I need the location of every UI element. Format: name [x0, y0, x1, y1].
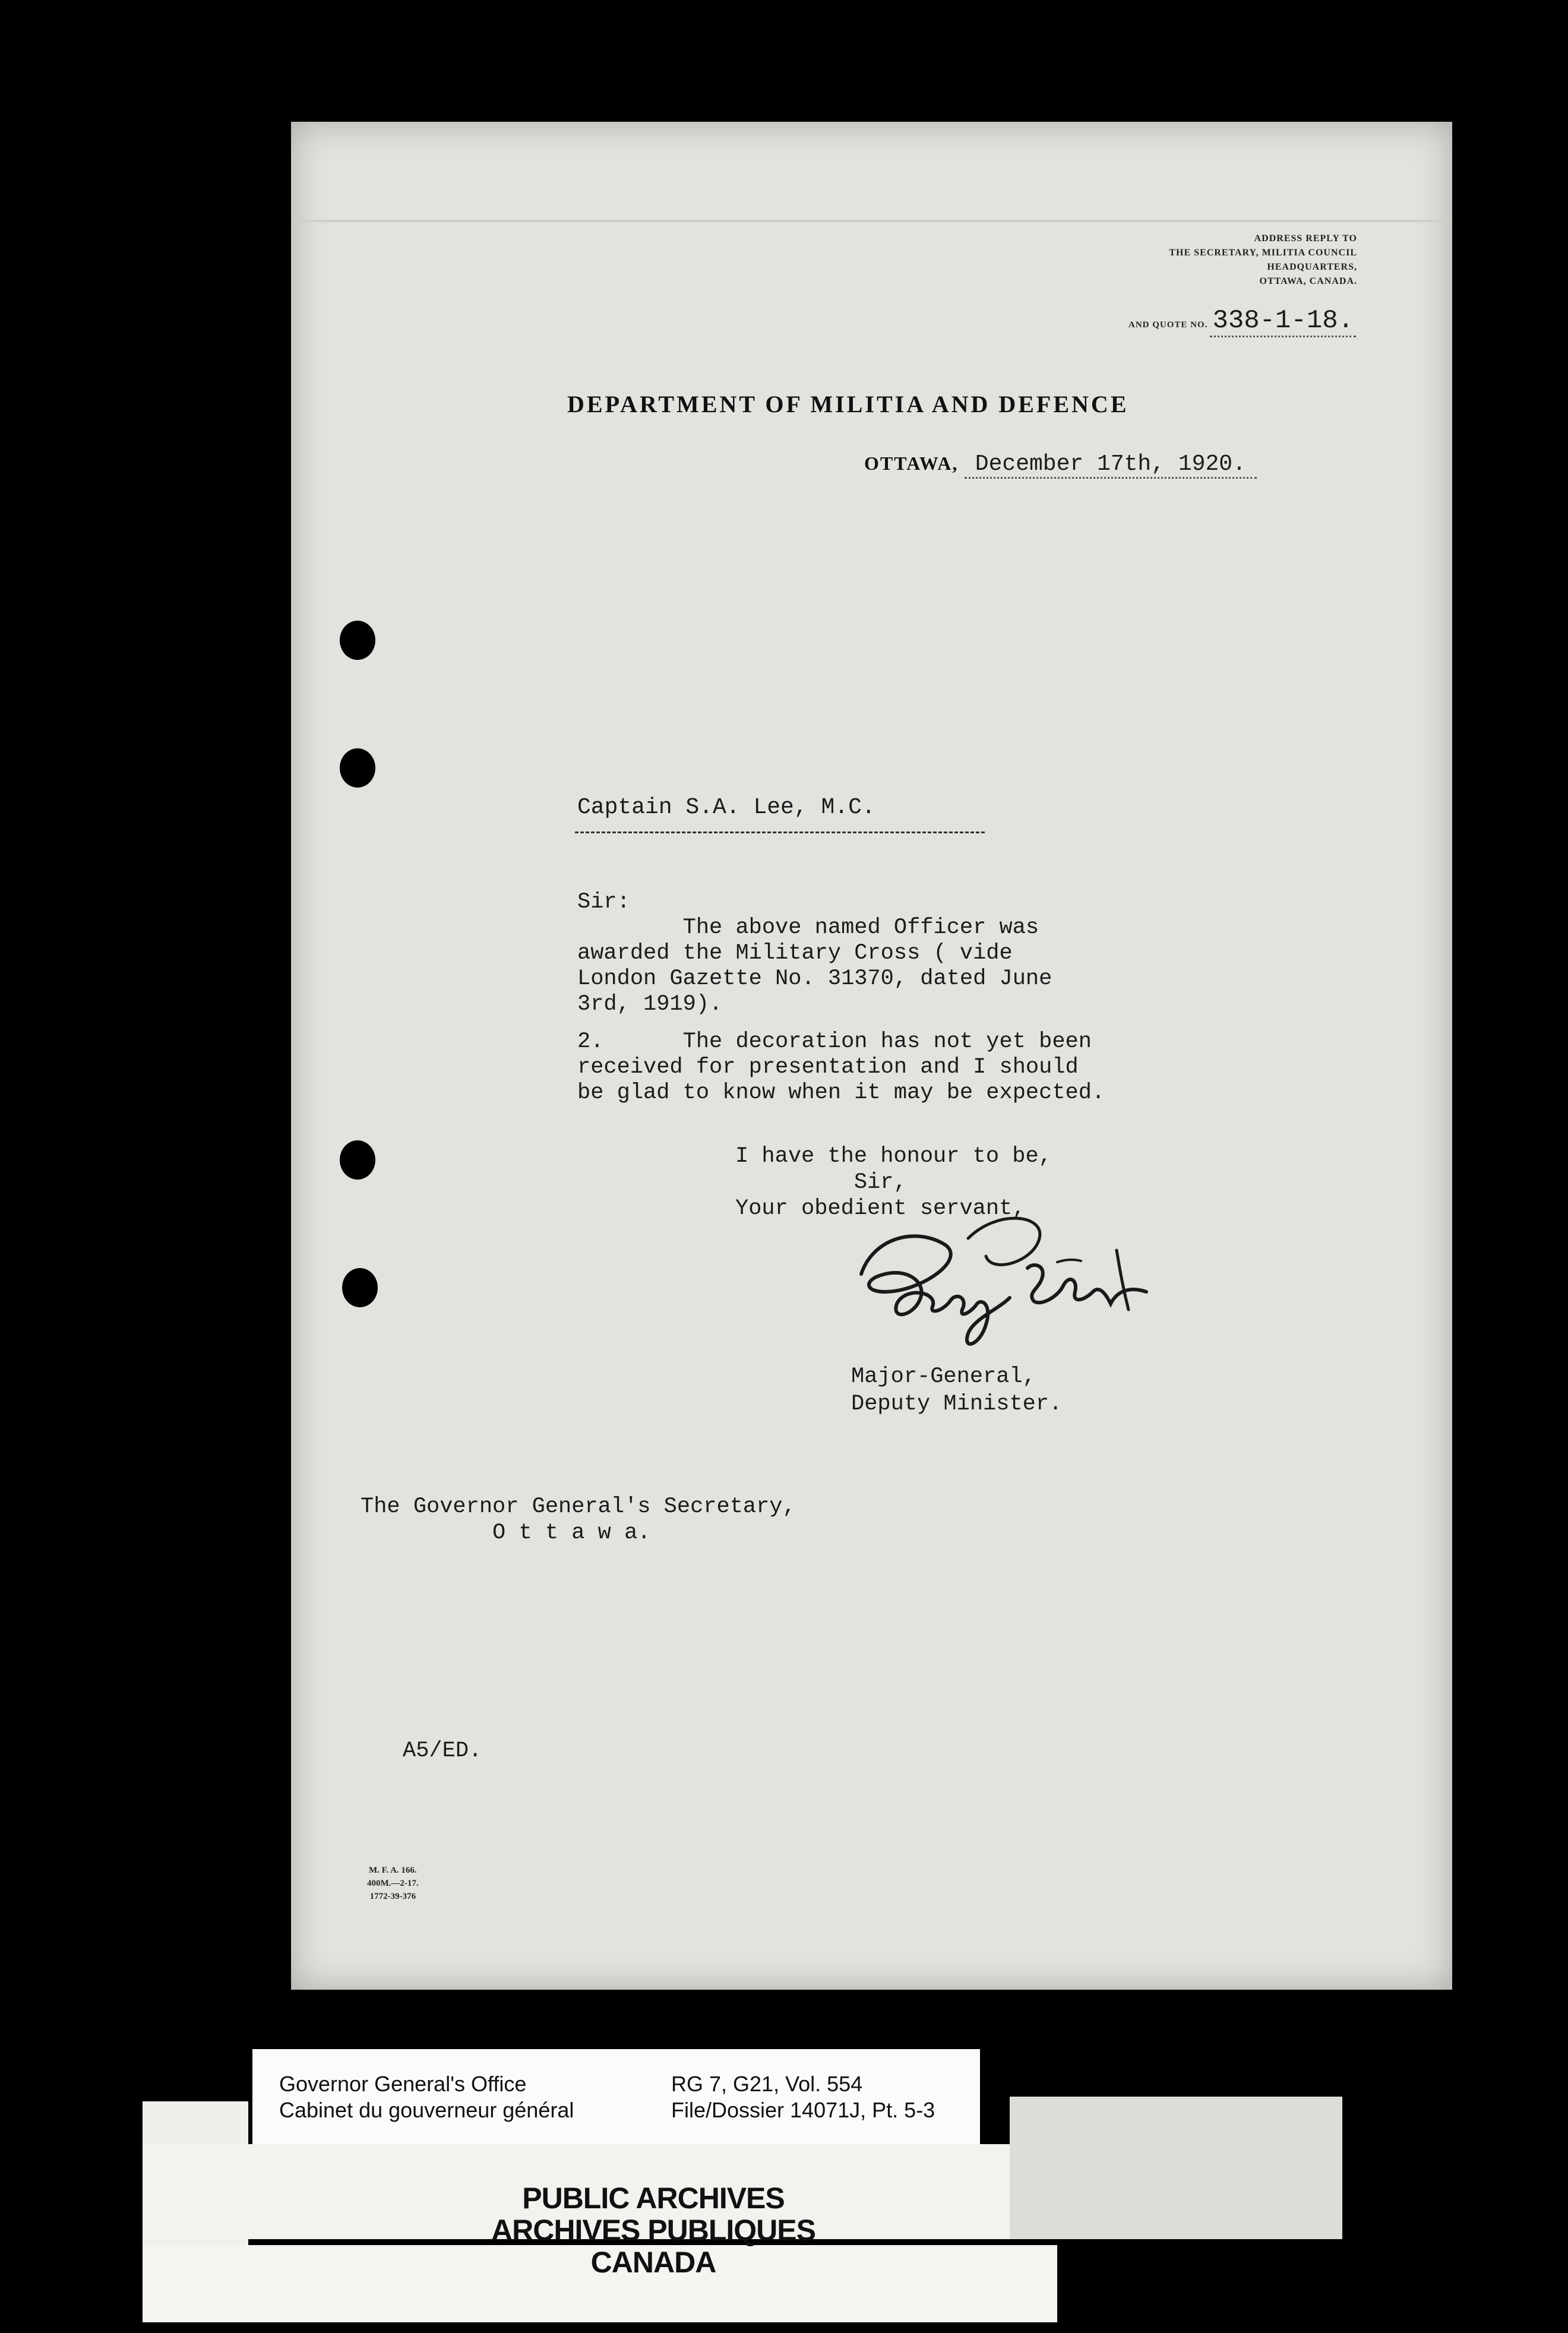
office-french: Cabinet du gouverneur général [279, 2098, 574, 2122]
stamp-line: ARCHIVES PUBLIQUES [491, 2214, 815, 2247]
stamp-line: PUBLIC ARCHIVES [522, 2182, 785, 2215]
address-line: THE SECRETARY, MILITIA COUNCIL [1169, 248, 1357, 258]
body-line: 2. The decoration has not yet been [577, 1029, 1092, 1054]
stamp-line: CANADA [590, 2246, 716, 2279]
department-heading: DEPARTMENT OF MILITIA AND DEFENCE [567, 391, 1129, 418]
punch-hole [340, 748, 375, 788]
closing-line: I have the honour to be, [735, 1144, 1052, 1169]
address-line: OTTAWA, CANADA. [1259, 276, 1357, 286]
form-code-line: 400M.—2-17. [367, 1879, 419, 1888]
title-line: Deputy Minister. [851, 1392, 1063, 1417]
recipient-block [361, 1494, 796, 1546]
closing-line: Your obedient servant, [735, 1196, 1026, 1221]
body-line: London Gazette No. 31370, dated June [577, 966, 1052, 991]
address-reply-block [1169, 232, 1357, 289]
form-code-line: M. F. A. 166. [368, 1866, 417, 1875]
archives-stamp [386, 2182, 921, 2278]
title-line: Major-General, [851, 1364, 1036, 1389]
letter-body [577, 890, 1105, 1106]
addressee-underline [575, 832, 985, 833]
punch-hole [342, 1268, 378, 1307]
quote-number-row [1128, 306, 1356, 336]
handwritten-signature [849, 1203, 1158, 1357]
body-line: received for presentation and I should [577, 1055, 1079, 1080]
reference-initials: A5/ED. [403, 1738, 482, 1763]
form-code-line: 1772-39-376 [369, 1892, 416, 1901]
salutation: Sir: [577, 890, 630, 915]
address-line: ADDRESS REPLY TO [1254, 233, 1357, 244]
punch-hole [340, 1140, 375, 1180]
signer-title [851, 1363, 1062, 1418]
office-english: Governor General's Office [279, 2072, 527, 2096]
body-line: be glad to know when it may be expected. [577, 1080, 1105, 1105]
place-label: OTTAWA, [864, 453, 959, 474]
form-code [367, 1864, 419, 1903]
quote-number: 338-1-18. [1210, 306, 1356, 337]
paragraph-gap [577, 1017, 1105, 1029]
archive-strip-right [1010, 2097, 1342, 2239]
date-line [864, 451, 1257, 477]
recipient-line: O t t a w a. [361, 1520, 651, 1545]
file-dossier: File/Dossier 14071J, Pt. 5-3 [671, 2098, 935, 2122]
punch-hole [340, 621, 375, 660]
letter-date: December 17th, 1920. [965, 451, 1257, 479]
closing-line: Sir, [735, 1170, 907, 1195]
letter-page [291, 122, 1452, 1990]
addressee: Captain S.A. Lee, M.C. [577, 795, 875, 820]
recipient-line: The Governor General's Secretary, [361, 1494, 796, 1519]
record-group: RG 7, G21, Vol. 554 [671, 2072, 863, 2096]
body-line: awarded the Military Cross ( vide [577, 941, 1013, 966]
quote-label: AND QUOTE NO. [1128, 320, 1208, 330]
paper-fold [291, 220, 1452, 222]
body-line: The above named Officer was [577, 915, 1039, 940]
body-line: 3rd, 1919). [577, 992, 723, 1017]
archive-label-card [252, 2049, 980, 2144]
address-line: HEADQUARTERS, [1267, 262, 1357, 272]
